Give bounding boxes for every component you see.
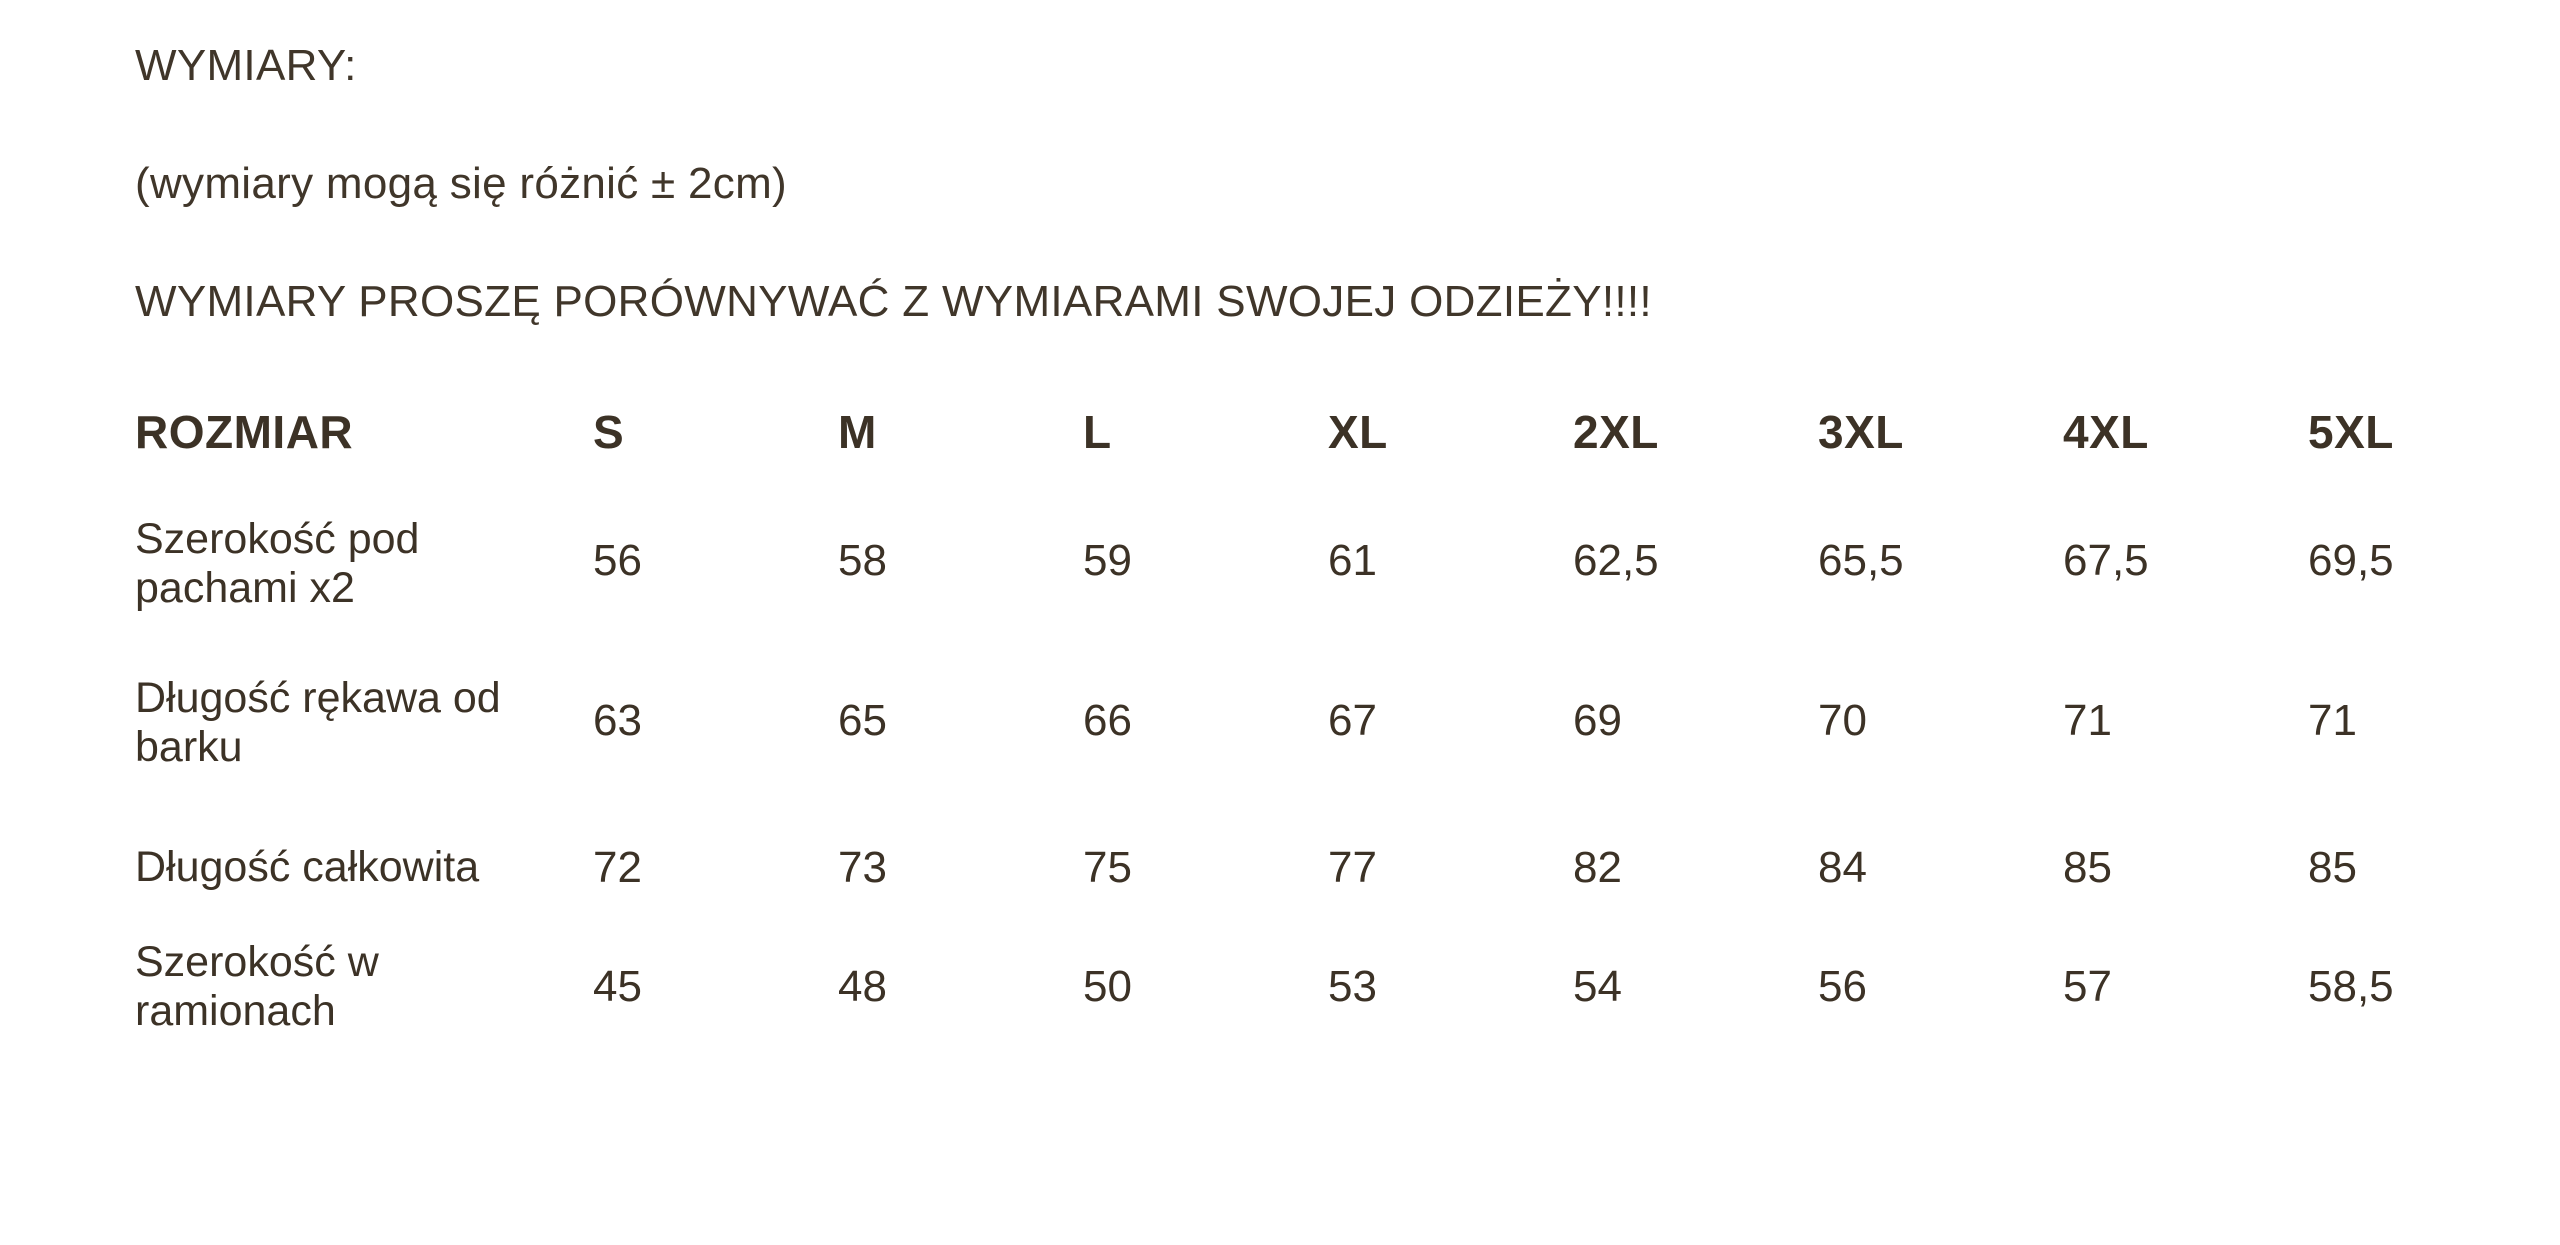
cell-value: 62,5 xyxy=(1573,535,1659,585)
table-row xyxy=(135,634,2525,808)
intro-tolerance-note: (wymiary mogą się różnić ± 2cm) xyxy=(135,159,788,208)
column-header-m: M xyxy=(838,406,877,458)
row-label-dlugosc-rekawa: Długość rękawa od barku xyxy=(135,673,501,771)
cell-value: 85 xyxy=(2063,842,2112,892)
row-label-dlugosc-calkowita: Długość całkowita xyxy=(135,843,480,892)
cell-value: 54 xyxy=(1573,961,1622,1011)
table-row xyxy=(135,808,2525,928)
cell-value: 82 xyxy=(1573,842,1622,892)
row-label-szerokosc-w-ramionach: Szerokość w ramionach xyxy=(135,937,379,1035)
cell-value: 71 xyxy=(2308,695,2357,745)
intro-heading: WYMIARY: xyxy=(135,41,357,90)
cell-value: 69 xyxy=(1573,695,1622,745)
cell-value: 67 xyxy=(1328,695,1377,745)
cell-value: 50 xyxy=(1083,961,1132,1011)
column-header-s: S xyxy=(593,406,625,458)
cell-value: 48 xyxy=(838,961,887,1011)
cell-value: 75 xyxy=(1083,842,1132,892)
cell-value: 73 xyxy=(838,842,887,892)
cell-value: 63 xyxy=(593,695,642,745)
size-table xyxy=(135,376,2525,1046)
column-header-4xl: 4XL xyxy=(2063,406,2149,458)
table-header xyxy=(135,376,2525,488)
table-row xyxy=(135,488,2525,634)
cell-value: 56 xyxy=(593,535,642,585)
cell-value: 69,5 xyxy=(2308,535,2394,585)
table-row xyxy=(135,928,2525,1046)
column-header-rozmiar: ROZMIAR xyxy=(135,406,354,458)
row-label-szerokosc-pod-pachami: Szerokość pod pachami x2 xyxy=(135,514,420,612)
table-body xyxy=(135,488,2525,1046)
table-header-row xyxy=(135,376,2525,488)
cell-value: 65 xyxy=(838,695,887,745)
column-header-2xl: 2XL xyxy=(1573,406,1659,458)
cell-value: 45 xyxy=(593,961,642,1011)
cell-value: 65,5 xyxy=(1818,535,1904,585)
column-header-xl: XL xyxy=(1328,406,1388,458)
cell-value: 71 xyxy=(2063,695,2112,745)
cell-value: 70 xyxy=(1818,695,1867,745)
cell-value: 84 xyxy=(1818,842,1867,892)
cell-value: 66 xyxy=(1083,695,1132,745)
cell-value: 58 xyxy=(838,535,887,585)
cell-value: 56 xyxy=(1818,961,1867,1011)
cell-value: 61 xyxy=(1328,535,1377,585)
cell-value: 85 xyxy=(2308,842,2357,892)
column-header-l: L xyxy=(1083,406,1112,458)
column-header-3xl: 3XL xyxy=(1818,406,1904,458)
cell-value: 59 xyxy=(1083,535,1132,585)
column-header-5xl: 5XL xyxy=(2308,406,2394,458)
cell-value: 58,5 xyxy=(2308,961,2394,1011)
cell-value: 72 xyxy=(593,842,642,892)
intro-compare-note: WYMIARY PROSZĘ PORÓWNYWAĆ Z WYMIARAMI SWOJEJ ODZIEŻY!!!! xyxy=(135,277,1652,326)
cell-value: 67,5 xyxy=(2063,535,2149,585)
cell-value: 77 xyxy=(1328,842,1377,892)
cell-value: 53 xyxy=(1328,961,1377,1011)
cell-value: 57 xyxy=(2063,961,2112,1011)
